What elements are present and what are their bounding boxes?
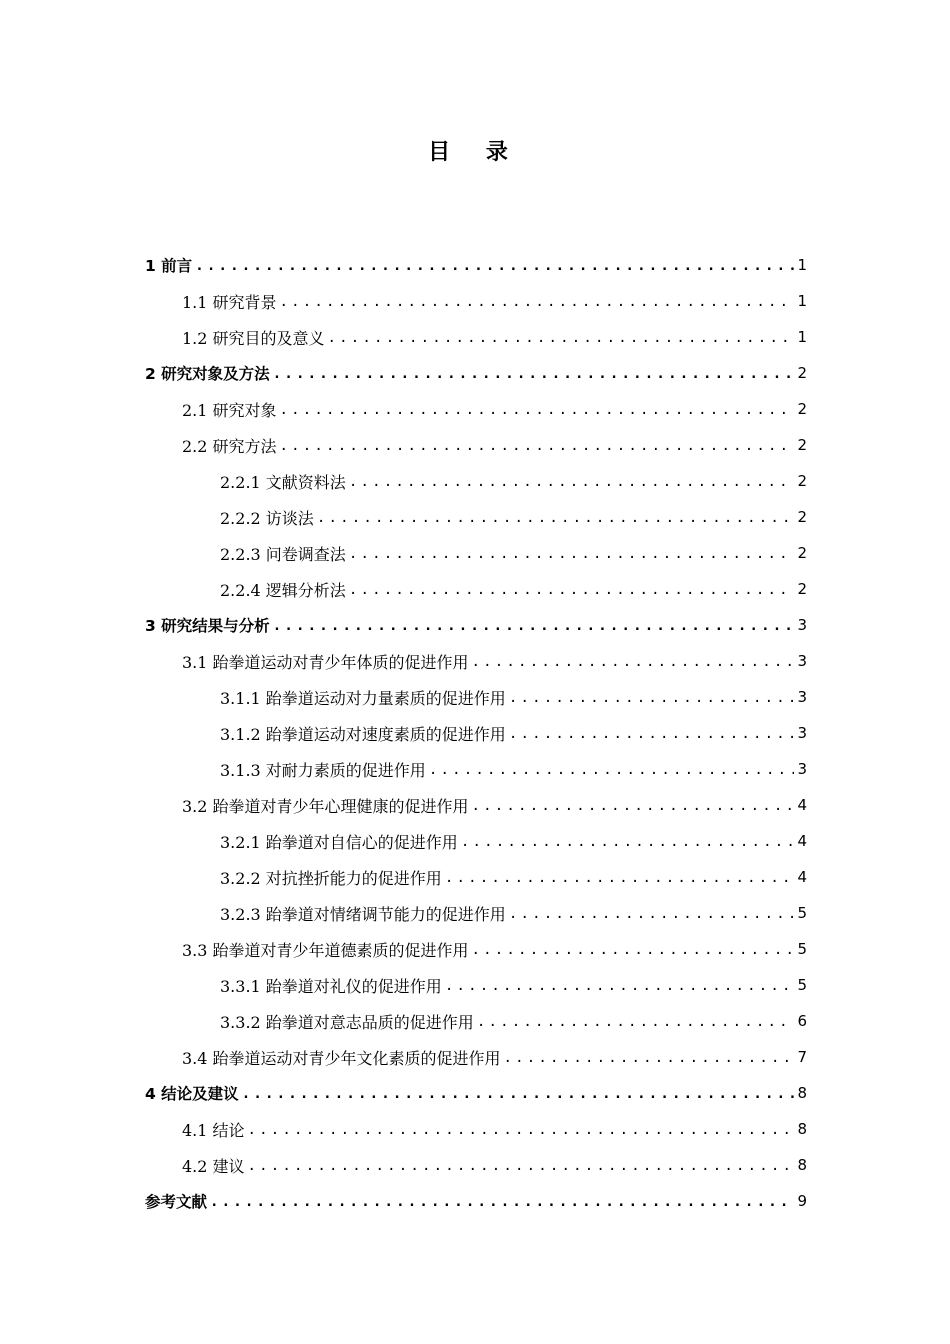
toc-entry-label: 3.4 跆拳道运动对青少年文化素质的促进作用: [182, 1048, 501, 1068]
toc-entry-page-number: 2: [797, 364, 807, 382]
toc-entry[interactable]: [182, 1147, 807, 1183]
toc-entry-label: 1.2 研究目的及意义: [182, 328, 325, 348]
toc-entry-page-number: 3: [797, 760, 807, 778]
toc-title: 目 录: [428, 140, 522, 165]
toc-entry-page-number: 3: [797, 688, 807, 706]
toc-entry[interactable]: [220, 499, 807, 535]
toc-entry[interactable]: [182, 1111, 807, 1147]
toc-entry-label: 3 研究结果与分析: [145, 617, 270, 635]
toc-leader-dots: [504, 1050, 795, 1066]
toc-entry[interactable]: [182, 427, 807, 463]
toc-leader-dots: [317, 510, 795, 526]
toc-leader-dots: [445, 870, 795, 886]
toc-entry-label: 2 研究对象及方法: [145, 365, 270, 383]
toc-entry-label: 3.2.2 对抗挫折能力的促进作用: [220, 868, 442, 888]
toc-entry[interactable]: [182, 319, 807, 355]
toc-entry-label: 3.1.1 跆拳道运动对力量素质的促进作用: [220, 688, 506, 708]
toc-entry[interactable]: [220, 1003, 807, 1039]
toc-entry-page-number: 6: [797, 1012, 807, 1030]
toc-entry-page-number: 5: [797, 976, 807, 994]
toc-entry-label: 3.2.1 跆拳道对自信心的促进作用: [220, 832, 458, 852]
toc-entry[interactable]: [182, 391, 807, 427]
toc-entry[interactable]: [182, 787, 807, 823]
toc-entry-label: 3.2.3 跆拳道对情绪调节能力的促进作用: [220, 904, 506, 924]
toc-entry-page-number: 2: [797, 400, 807, 418]
toc-leader-dots: [472, 942, 795, 958]
toc-entry-page-number: 5: [797, 904, 807, 922]
toc-leader-dots: [280, 438, 795, 454]
toc-entry[interactable]: [182, 1039, 807, 1075]
toc-entry-page-number: 4: [797, 832, 807, 850]
toc-entry-page-number: 2: [797, 436, 807, 454]
toc-entry-page-number: 7: [797, 1048, 807, 1066]
toc-entry-label: 3.1.3 对耐力素质的促进作用: [220, 760, 426, 780]
toc-leader-dots: [509, 726, 795, 742]
toc-entry-page-number: 3: [797, 616, 807, 634]
toc-leader-dots: [477, 1014, 795, 1030]
toc-entry[interactable]: [220, 715, 807, 751]
toc-entry-label: 3.1 跆拳道运动对青少年体质的促进作用: [182, 652, 469, 672]
toc-entry-page-number: 5: [797, 940, 807, 958]
toc-leader-dots: [273, 618, 795, 634]
toc-entry-label: 2.1 研究对象: [182, 400, 277, 420]
toc-leader-dots: [349, 546, 795, 562]
toc-entry[interactable]: [220, 895, 807, 931]
toc-entry-label: 3.2 跆拳道对青少年心理健康的促进作用: [182, 796, 469, 816]
toc-entry-label: 2.2.1 文献资料法: [220, 472, 346, 492]
toc-entry[interactable]: [220, 463, 807, 499]
toc-entry-label: 3.3.2 跆拳道对意志品质的促进作用: [220, 1012, 474, 1032]
toc-entry-label: 1.1 研究背景: [182, 292, 277, 312]
toc-leader-dots: [248, 1158, 795, 1174]
toc-entry-page-number: 9: [797, 1192, 807, 1210]
toc-entry-page-number: 2: [797, 544, 807, 562]
toc-entry[interactable]: [182, 643, 807, 679]
toc-entry-page-number: 1: [797, 292, 807, 310]
toc-entry[interactable]: [220, 535, 807, 571]
toc-leader-dots: [472, 654, 795, 670]
toc-entry[interactable]: [145, 247, 807, 283]
toc-entry[interactable]: [220, 859, 807, 895]
toc-entry[interactable]: [182, 931, 807, 967]
toc-leader-dots: [509, 906, 795, 922]
toc-leader-dots: [472, 798, 795, 814]
toc-leader-dots: [445, 978, 795, 994]
toc-entry[interactable]: [220, 967, 807, 1003]
toc-entry-page-number: 8: [797, 1120, 807, 1138]
toc-entry-page-number: 8: [797, 1084, 807, 1102]
toc-entry-page-number: 2: [797, 580, 807, 598]
toc-entry-page-number: 2: [797, 508, 807, 526]
toc-entry-label: 参考文献: [145, 1193, 208, 1211]
toc-entry-label: 1 前言: [145, 257, 193, 275]
toc-leader-dots: [210, 1194, 794, 1210]
toc-entry-page-number: 2: [797, 472, 807, 490]
toc-leader-dots: [349, 474, 795, 490]
toc-entry-page-number: 3: [797, 652, 807, 670]
toc-entry-label: 2.2.4 逻辑分析法: [220, 580, 346, 600]
toc-leader-dots: [273, 366, 795, 382]
toc-entry-page-number: 4: [797, 796, 807, 814]
toc-leader-dots: [461, 834, 795, 850]
toc-entry-label: 4 结论及建议: [145, 1085, 239, 1103]
toc-entry-label: 3.3.1 跆拳道对礼仪的促进作用: [220, 976, 442, 996]
toc-entry-label: 3.1.2 跆拳道运动对速度素质的促进作用: [220, 724, 506, 744]
toc-entry[interactable]: [145, 1075, 807, 1111]
toc-entry-label: 2.2.3 问卷调查法: [220, 544, 346, 564]
toc-entry-page-number: 1: [797, 256, 807, 274]
toc-entry[interactable]: [220, 751, 807, 787]
toc-entry[interactable]: [182, 283, 807, 319]
toc-entry-page-number: 8: [797, 1156, 807, 1174]
toc-entry-page-number: 1: [797, 328, 807, 346]
toc-entry-page-number: 4: [797, 868, 807, 886]
toc-leader-dots: [248, 1122, 795, 1138]
toc-entry[interactable]: [145, 355, 807, 391]
toc-entry[interactable]: [145, 1183, 807, 1219]
toc-entry[interactable]: [220, 679, 807, 715]
toc-entry-label: 4.2 建议: [182, 1156, 245, 1176]
toc-leader-dots: [509, 690, 795, 706]
toc-entry-label: 2.2 研究方法: [182, 436, 277, 456]
toc-leader-dots: [328, 330, 795, 346]
toc-entry-label: 2.2.2 访谈法: [220, 508, 314, 528]
toc-entry[interactable]: [220, 571, 807, 607]
toc-leader-dots: [242, 1086, 795, 1102]
toc-entry[interactable]: [145, 607, 807, 643]
toc-entry-label: 3.3 跆拳道对青少年道德素质的促进作用: [182, 940, 469, 960]
toc-leader-dots: [195, 258, 794, 274]
toc-leader-dots: [280, 294, 795, 310]
toc-entry[interactable]: [220, 823, 807, 859]
toc-leader-dots: [429, 762, 795, 778]
toc-entry-page-number: 3: [797, 724, 807, 742]
toc-leader-dots: [349, 582, 795, 598]
toc-entry-label: 4.1 结论: [182, 1120, 245, 1140]
toc-leader-dots: [280, 402, 795, 418]
